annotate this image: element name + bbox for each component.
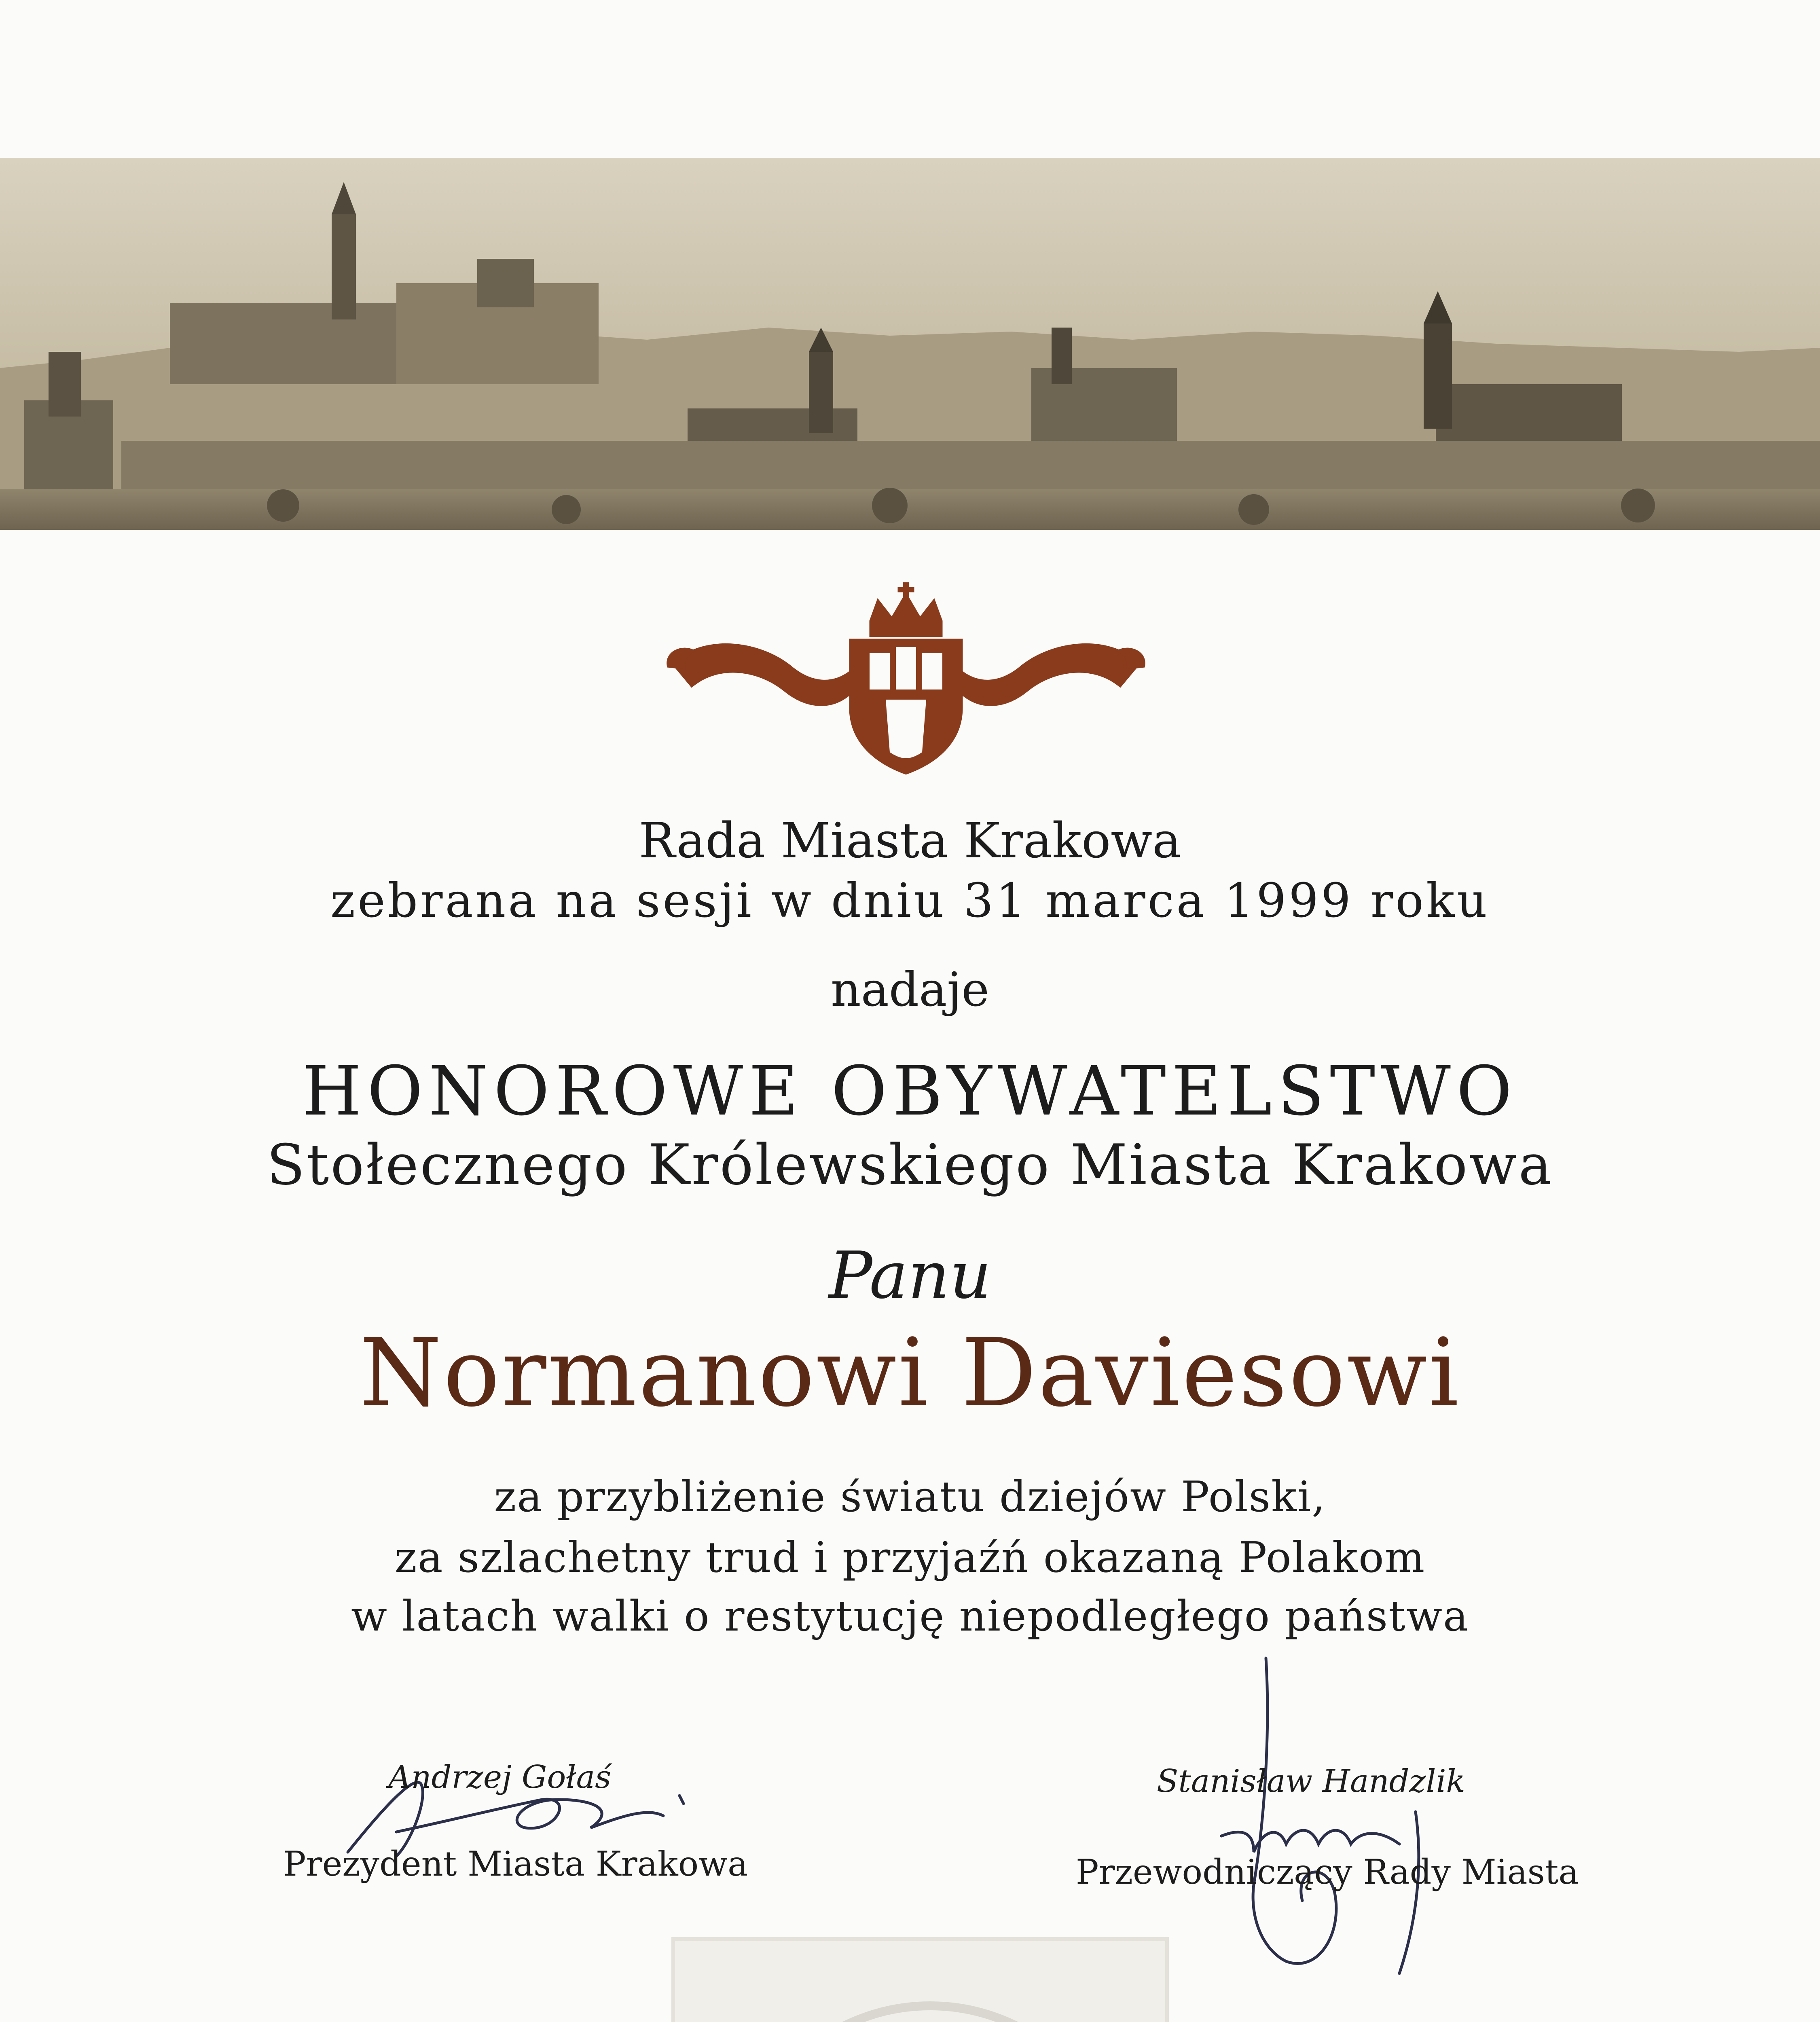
recipient-name: Normanowi Daviesowi [360,1318,1460,1428]
president-title: Prezydent Miasta Krakowa [283,1844,748,1884]
recipient-salutation: Panu [829,1237,991,1313]
president-printed-name: Andrzej Gołaś [388,1759,612,1796]
city-seal-emboss [671,1937,1169,2022]
council-chairman-signature [1173,1642,1456,1990]
city-full-name: Stołecznego Królewskiego Miasta Krakowa [267,1132,1553,1197]
citation-line-1: za przybliżenie światu dziejów Polski, [494,1472,1326,1521]
confers-line: nadaje [831,962,989,1017]
citation-line-3: w latach walki o restytucję niepodległego państwa [351,1591,1469,1641]
chairman-title: Przewodniczący Rady Miasta [1076,1852,1579,1892]
krakow-panorama-image [0,158,1820,530]
chairman-printed-name: Stanisław Handzlik [1157,1763,1465,1800]
council-name: Rada Miasta Krakowa [639,813,1181,869]
krakow-coat-of-arms-icon [659,582,1153,776]
honorary-citizenship-title: HONOROWE OBYWATELSTWO [302,1051,1518,1131]
citation-line-2: za szlachetny trud i przyjaźń okazaną Polakom [394,1533,1426,1582]
session-date-line: zebrana na sesji w dniu 31 marca 1999 roku [330,874,1490,928]
